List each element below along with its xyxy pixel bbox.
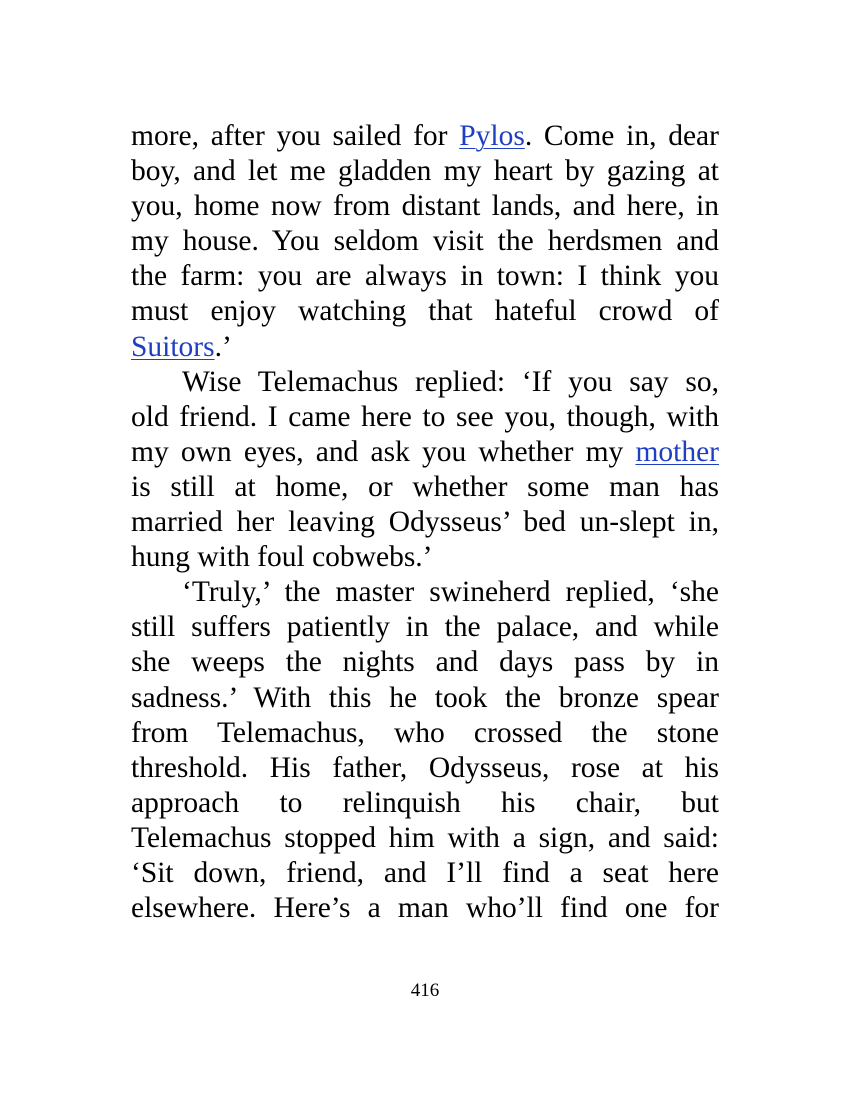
line-text-before-link: more, after you sailed for [131, 120, 460, 152]
text-line: approach to relinquish his chair, but [131, 786, 719, 819]
glossary-link-pylos[interactable]: Pylos [459, 120, 525, 152]
line-text-after-link: . Come in, dear [524, 120, 719, 152]
body-text [131, 119, 719, 926]
text-line: threshold. His father, Odysseus, rose at his [131, 751, 719, 784]
page-number: 416 [410, 980, 440, 1001]
text-line: boy, and let me gladden my heart by gazing at [131, 155, 719, 188]
text-line: you, home now from distant lands, and here, in [131, 190, 719, 223]
text-line: elsewhere. Here’s a man who’ll find one for [131, 892, 719, 925]
glossary-link-suitors[interactable]: Suitors [131, 330, 215, 363]
text-line: is still at home, or whether some man has [131, 470, 719, 503]
text-line: ‘Sit down, friend, and I’ll find a seat here [131, 856, 719, 889]
text-line: sadness.’ With this he took the bronze spear [131, 681, 719, 714]
text-line: old friend. I came here to see you, though, with [131, 400, 719, 433]
text-line: ‘Truly,’ the master swineherd replied, ‘she [182, 576, 719, 609]
text-line: Telemachus stopped him with a sign, and said: [131, 821, 719, 854]
text-line: hung with foul cobwebs.’ [131, 541, 433, 574]
text-line: she weeps the nights and days pass by in [131, 646, 719, 679]
text-line: my house. You seldom visit the herdsmen and [131, 225, 719, 258]
text-line [131, 119, 719, 154]
text-line [131, 330, 719, 365]
line-text-after-link: .’ [214, 330, 232, 363]
text-line: from Telemachus, who crossed the stone [131, 716, 719, 749]
text-line: married her leaving Odysseus’ bed un-slept in, [131, 506, 719, 539]
text-line: the farm: you are always in town: I think you [131, 260, 719, 293]
glossary-link-mother[interactable]: mother [635, 435, 719, 468]
line-text-before-link: my own eyes, and ask you whether my [131, 435, 636, 468]
text-line: still suffers patiently in the palace, and while [131, 611, 719, 644]
text-line [131, 435, 719, 470]
text-line: must enjoy watching that hateful crowd of [131, 295, 719, 328]
text-line: Wise Telemachus replied: ‘If you say so, [182, 365, 719, 398]
